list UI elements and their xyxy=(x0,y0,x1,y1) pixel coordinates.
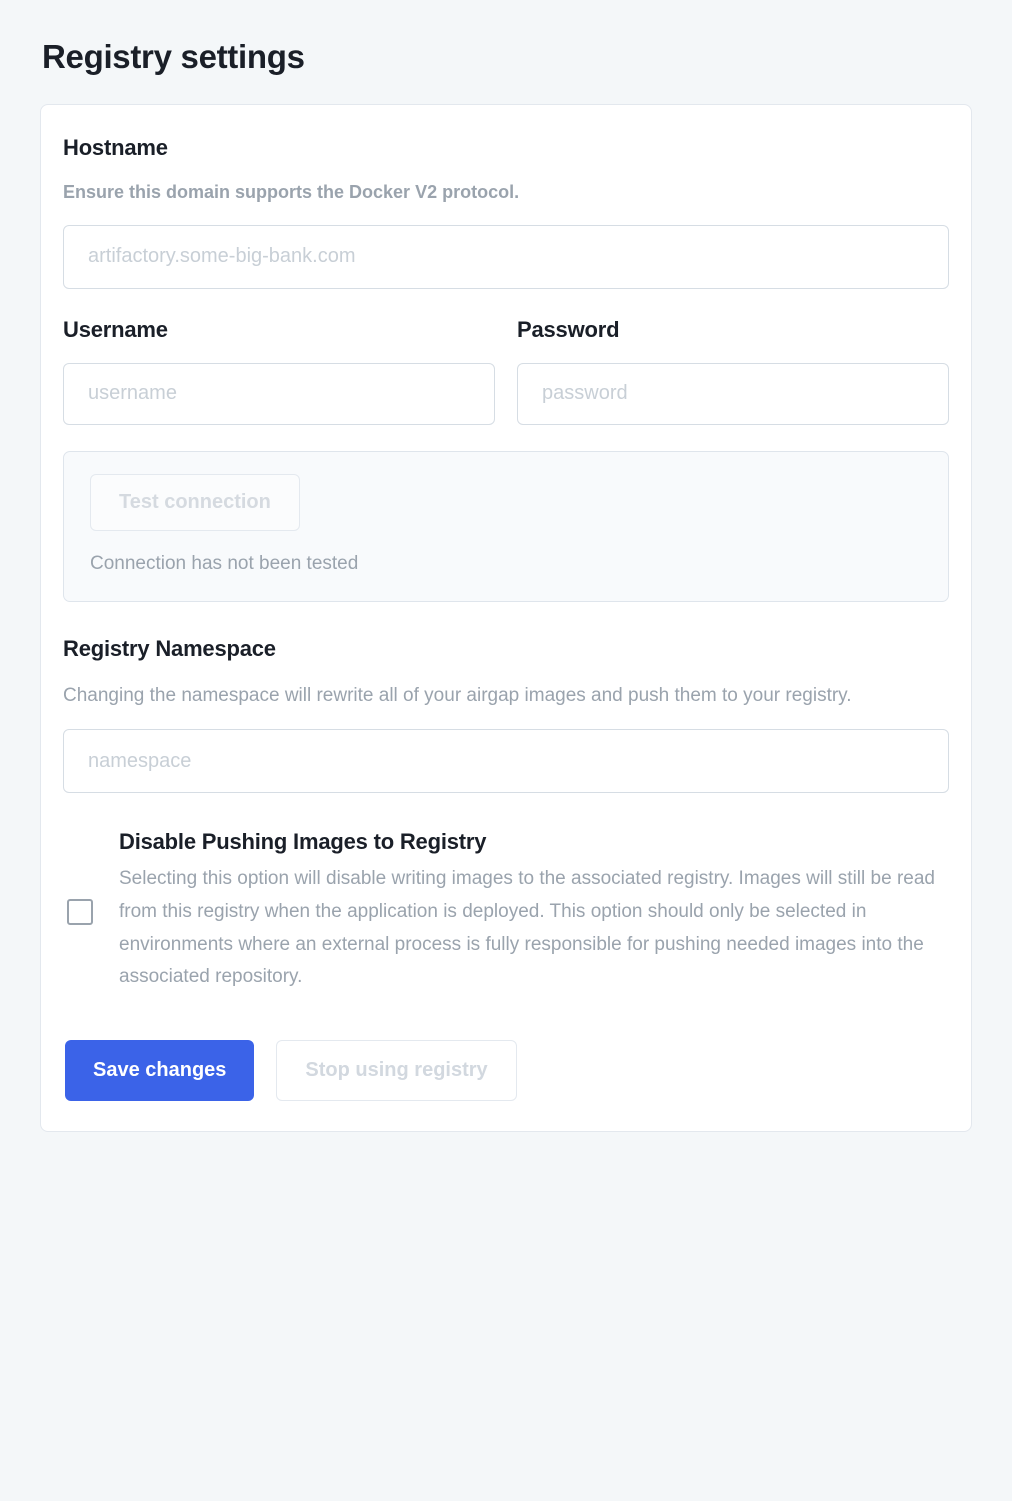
test-connection-button[interactable]: Test connection xyxy=(90,474,300,531)
disable-push-text xyxy=(113,829,949,994)
save-changes-button[interactable]: Save changes xyxy=(65,1040,254,1101)
form-actions xyxy=(63,1040,949,1101)
disable-push-title: Disable Pushing Images to Registry xyxy=(119,829,487,855)
password-field-group xyxy=(517,317,949,425)
disable-push-row[interactable] xyxy=(63,829,949,994)
disable-push-description: Selecting this option will disable writing images to the associated registry. Images will still be read from this registry when the application is deployed. This option should only be selected in environments where an external process is fully responsible for pushing needed images into the associated repository. xyxy=(119,868,935,988)
credentials-row xyxy=(63,317,949,425)
username-input[interactable] xyxy=(63,363,495,425)
registry-namespace-label: Registry Namespace xyxy=(63,635,276,661)
registry-namespace-description: Changing the namespace will rewrite all of your airgap images and push them to your registry. xyxy=(63,684,852,706)
password-input[interactable] xyxy=(517,363,949,425)
disable-push-checkbox[interactable] xyxy=(67,899,93,925)
hostname-helper-text: Ensure this domain supports the Docker V2 protocol. xyxy=(63,182,520,202)
password-label: Password xyxy=(517,316,620,342)
hostname-input[interactable] xyxy=(63,225,949,289)
username-field-group xyxy=(63,317,495,425)
hostname-label: Hostname xyxy=(63,135,168,160)
username-label: Username xyxy=(63,316,168,342)
test-connection-status: Connection has not been tested xyxy=(90,552,359,574)
registry-settings-card xyxy=(40,104,972,1132)
registry-namespace-input[interactable] xyxy=(63,729,949,793)
stop-using-registry-button[interactable]: Stop using registry xyxy=(276,1040,516,1101)
test-connection-panel xyxy=(63,451,949,602)
page-title: Registry settings xyxy=(42,38,305,75)
